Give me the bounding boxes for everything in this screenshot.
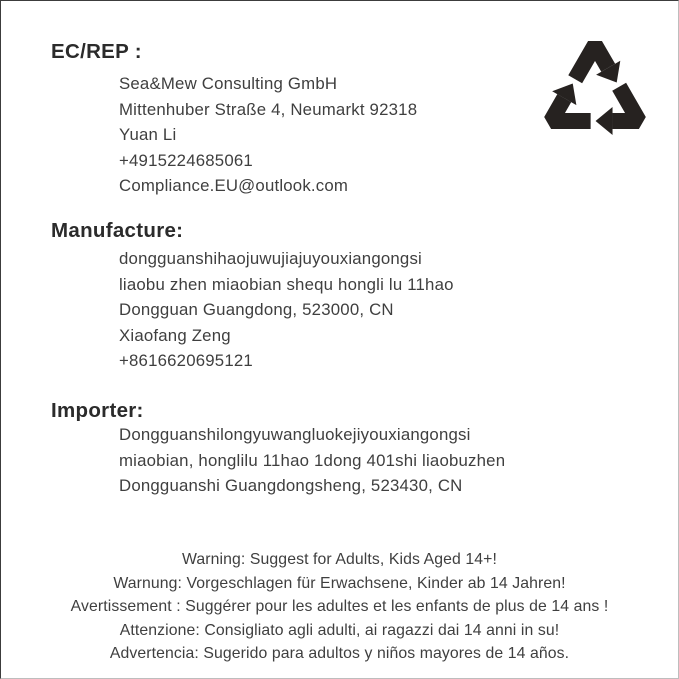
recycle-icon (535, 31, 655, 151)
manufacture-heading: Manufacture: (51, 219, 184, 242)
manufacture-contact-name: Xiaofang Zeng (119, 325, 231, 345)
ec-rep-address: Mittenhuber Straße 4, Neumarkt 92318 (119, 99, 418, 119)
ec-rep-phone-number: +4915224685061 (119, 150, 253, 170)
manufacture-phone-number: +8616620695121 (119, 351, 253, 371)
manufacture-address-line-1: liaobu zhen miaobian shequ hongli lu 11hao (119, 274, 454, 294)
warning-line-french: Avertissement : Suggérer pour les adultes et les enfants de plus de 14 ans ! (70, 598, 609, 615)
ec-rep-heading: EC/REP : (51, 40, 142, 63)
manufacture-section (119, 246, 454, 374)
manufacture-company-name: dongguanshihaojuwujiajuyouxiangongsi (119, 249, 422, 268)
warning-line-german: Warnung: Vorgeschlagen für Erwachsene, Kinder ab 14 Jahren! (113, 574, 566, 592)
importer-company-name: Dongguanshilongyuwangluokejiyouxiangongsi (119, 425, 471, 444)
ec-rep-company-name: Sea&Mew Consulting GmbH (119, 74, 338, 93)
importer-heading: Importer: (51, 399, 144, 422)
importer-section (119, 422, 505, 499)
ec-rep-section (119, 71, 417, 199)
age-warning-block (1, 548, 678, 666)
warning-line-italian: Attenzione: Consigliato agli adulti, ai ragazzi dai 14 anni in su! (119, 621, 560, 639)
warning-line-english: Warning: Suggest for Adults, Kids Aged 14+! (181, 551, 497, 568)
ec-rep-contact-name: Yuan Li (119, 125, 177, 145)
warning-line-spanish: Advertencia: Sugerido para adultos y niños mayores de 14 años. (109, 645, 570, 662)
importer-address-line-2: Dongguanshi Guangdongsheng, 523430, CN (119, 476, 463, 496)
importer-address-line-1: miaobian, honglilu 11hao 1dong 401shi liaobuzhen (119, 450, 506, 470)
ec-rep-email-address: Compliance.EU@outlook.com (119, 176, 349, 196)
manufacture-address-line-2: Dongguan Guangdong, 523000, CN (119, 300, 394, 320)
